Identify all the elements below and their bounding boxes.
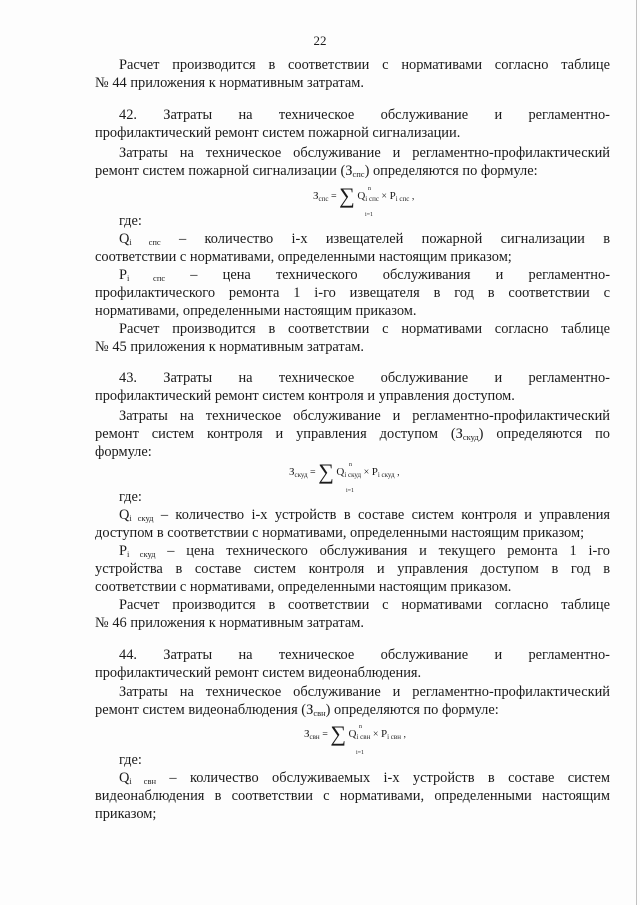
paragraph-line: Затраты на техническое обслуживание и регламентно-профилактический [119,408,610,424]
where-label: где: [119,213,142,229]
heading-word: техническое [278,370,355,386]
sum-icon: ∑ [330,721,347,746]
definition-line: профилактического ремонта 1 i-го извещателя в год в соответствии с [95,285,610,301]
formula-svn: $З_{свн}$ = ∑ n i=1 $Q_{i свн} \times P_{i свн}$ , [304,721,406,756]
definition-line: видеонаблюдения в соответствии с нормативами, определенными настоящим [95,788,610,804]
heading-word: на [238,647,253,663]
heading-word: на [238,370,253,386]
definition-line: устройства в составе систем контроля и управления доступом в год в [95,561,610,577]
paragraph-line: Расчет производится в соответствии с нормативами согласно таблице [119,321,610,337]
heading-word: регламентно- [528,107,610,123]
paragraph-line: ремонт систем контроля и управления доступом (Зскуд) определяются по [95,426,610,442]
definition-line: Qi скуд – количество i-x устройств в составе систем контроля и управления [119,507,611,523]
heading-word: Затраты [163,647,213,663]
section-42-heading-cont: профилактический ремонт систем пожарной сигнализации. [95,125,461,141]
section-44-heading [119,647,610,665]
formula-skud: $З_{скуд}$ = ∑ n i=1 $Q_{i скуд} \times P_{i скуд}$ , [289,459,400,494]
heading-word: техническое [278,647,355,663]
sum-icon: ∑ [339,183,355,208]
paragraph-line: Затраты на техническое обслуживание и регламентно-профилактический [119,684,610,700]
definition-line: нормативами, определенными настоящим приказом. [95,303,417,319]
definition-line: Qi спс – количество i-x извещателей пожарной сигнализации в [119,231,610,247]
heading-word: на [238,107,253,123]
definition-line: доступом в соответствии с нормативами, определенными настоящим приказом; [95,525,585,541]
heading-word: обслуживание [380,370,469,386]
heading-word: регламентно- [528,370,610,386]
section-number: 44. [119,647,137,663]
formula-spc: $З_{спс}$ = ∑ n i=1 $Q_{i спс} \times P_{i спс}$ , [313,183,415,218]
heading-word: Затраты [163,107,213,123]
heading-word: регламентно- [528,647,610,663]
definition-line: соответствии с нормативами, определенными настоящим приказом; [95,249,512,265]
heading-word: обслуживание [380,107,469,123]
paragraph-line: № 46 приложения к нормативным затратам. [95,615,364,631]
section-43-heading [119,370,610,388]
paragraph-line: формуле: [95,444,152,460]
paragraph-line: ремонт систем видеонаблюдения (Зсвн) определяются по формуле: [95,702,499,718]
definition-line: Pi скуд – цена технического обслуживания и текущего ремонта 1 i-го [119,543,610,559]
paragraph-line: Расчет производится в соответствии с нормативами согласно таблице [119,597,610,613]
section-42-heading [119,107,610,125]
heading-word: техническое [278,107,355,123]
where-label: где: [119,752,142,768]
paragraph-line: № 44 приложения к нормативным затратам. [95,75,364,91]
paragraph-line: Затраты на техническое обслуживание и регламентно-профилактический [119,145,610,161]
where-label: где: [119,489,142,505]
heading-word: и [494,647,503,663]
scan-edge [636,0,637,905]
heading-word: Затраты [163,370,213,386]
section-43-heading-cont: профилактический ремонт систем контроля и управления доступом. [95,388,515,404]
paragraph-line: № 45 приложения к нормативным затратам. [95,339,364,355]
section-44-heading-cont: профилактический ремонт систем видеонаблюдения. [95,665,422,681]
section-number: 43. [119,370,137,386]
sum-icon: ∑ [318,459,334,484]
section-number: 42. [119,107,137,123]
paragraph-line: ремонт систем пожарной сигнализации (Зспс) определяются по формуле: [95,163,538,179]
heading-word: и [494,370,503,386]
definition-line: Pi спс – цена технического обслуживания и регламентно- [119,267,610,283]
page-number: 22 [313,33,327,48]
heading-word: и [494,107,503,123]
paragraph-line: Расчет производится в соответствии с нормативами согласно таблице [119,57,610,73]
definition-line: Qi свн – количество обслуживаемых i-x устройств в составе систем [119,770,610,786]
definition-line: приказом; [95,806,157,822]
definition-line: соответствии с нормативами, определенными настоящим приказом. [95,579,512,595]
heading-word: обслуживание [380,647,469,663]
